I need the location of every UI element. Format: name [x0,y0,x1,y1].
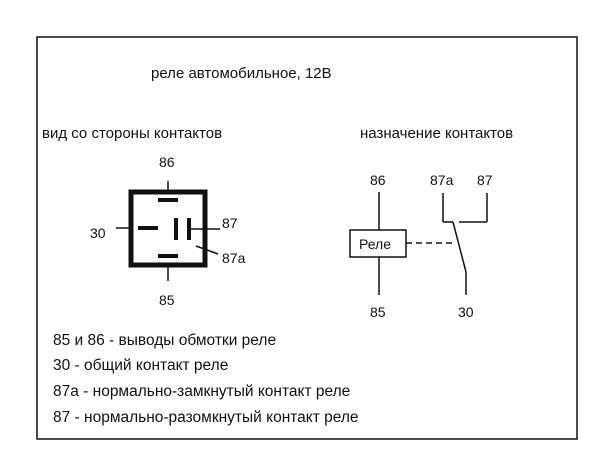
relay-coil-label: Реле [359,236,391,252]
pin-label-87: 87 [222,215,238,231]
diagram-title: реле автомобильное, 12В [151,65,332,82]
legend-line: 87 - нормально-разомкнутый контакт реле [53,409,359,426]
schematic-label-87a: 87a [430,172,454,188]
schematic-label-87: 87 [477,172,493,188]
contacts-side-heading: вид со стороны контактов [42,125,223,142]
pin-label-30: 30 [90,225,106,241]
relay-contact-view [116,181,220,281]
pin-label-86: 86 [159,154,175,170]
pin-label-87a: 87a [222,250,246,266]
legend-line: 87а - нормально-замкнутый контакт реле [53,383,351,400]
schematic-label-85: 85 [370,304,386,320]
pin-assignment-heading: назначение контактов [360,125,514,142]
switch-arm [453,222,466,272]
pin-label-85: 85 [159,292,175,308]
schematic-label-30: 30 [458,304,474,320]
schematic-label-86: 86 [370,172,386,188]
outer-frame [37,37,577,439]
legend-line: 85 и 86 - выводы обмотки реле [53,332,277,349]
legend-line: 30 - общий контакт реле [53,357,229,374]
